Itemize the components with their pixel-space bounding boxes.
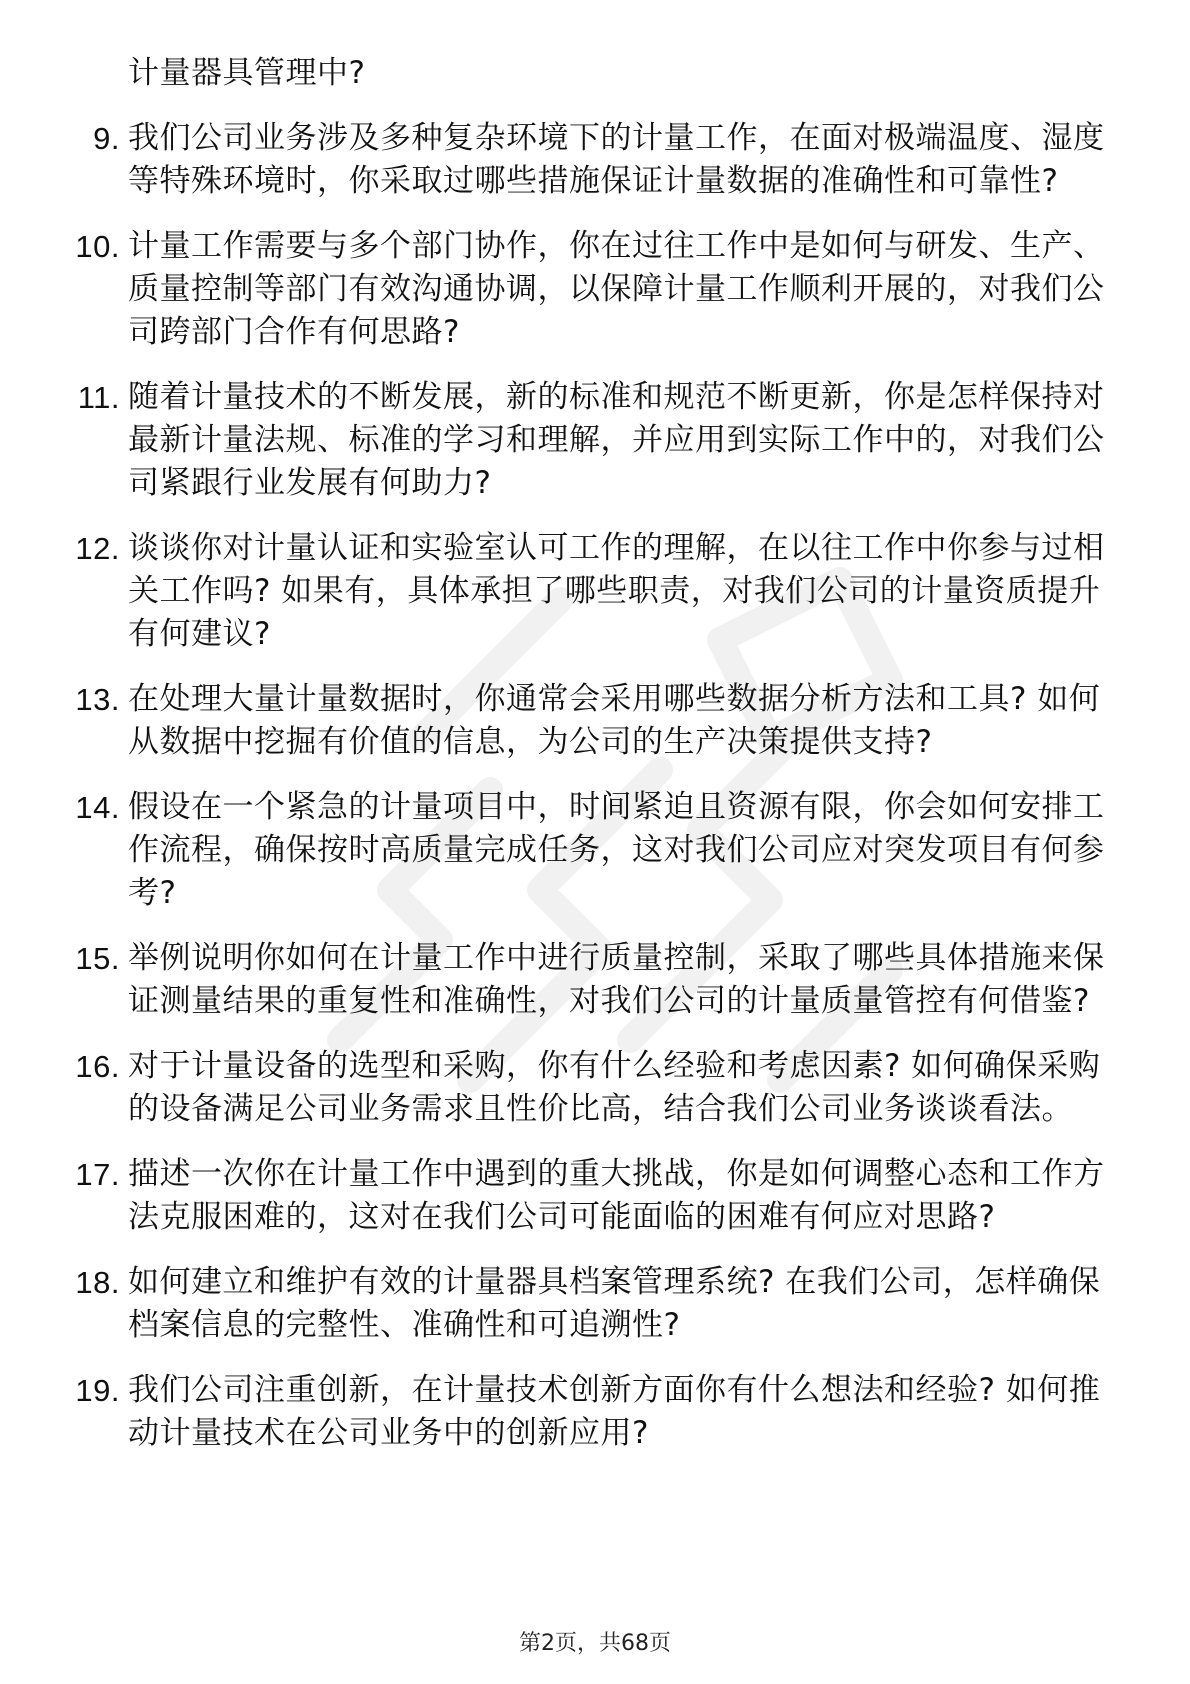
question-number: 9. [93, 121, 120, 156]
question-number: 10. [75, 229, 120, 264]
question-text: 随着计量技术的不断发展，新的标准和规范不断更新，你是怎样保持对最新计量法规、标准的学习和理解，并应用到实际工作中的，对我们公司紧跟行业发展有何助力? [128, 379, 1105, 501]
question-item-10 [60, 225, 1120, 354]
question-item-11 [60, 376, 1120, 505]
question-text: 谈谈你对计量认证和实验室认可工作的理解，在以往工作中你参与过相关工作吗? 如果有，具体承担了哪些职责，对我们公司的计量资质提升有何建议? [128, 530, 1105, 652]
question-number: 13. [75, 682, 120, 717]
question-item-12 [60, 527, 1120, 656]
question-item-17 [60, 1153, 1120, 1239]
question-number: 15. [75, 941, 120, 976]
question-text: 在处理大量计量数据时，你通常会采用哪些数据分析方法和工具? 如何从数据中挖掘有价值的信息，为公司的生产决策提供支持? [128, 681, 1101, 760]
question-text: 描述一次你在计量工作中遇到的重大挑战，你是如何调整心态和工作方法克服困难的，这对在我们公司可能面临的困难有何应对思路? [128, 1156, 1105, 1235]
question-text: 举例说明你如何在计量工作中进行质量控制，采取了哪些具体措施来保证测量结果的重复性和准确性，对我们公司的计量质量管控有何借鉴? [128, 940, 1105, 1019]
question-text: 假设在一个紧急的计量项目中，时间紧迫且资源有限，你会如何安排工作流程，确保按时高质量完成任务，这对我们公司应对突发项目有何参考? [128, 789, 1105, 911]
continuation-text: 计量器具管理中? [128, 55, 366, 91]
question-number: 18. [75, 1265, 120, 1300]
question-text: 我们公司注重创新，在计量技术创新方面你有什么想法和经验? 如何推动计量技术在公司业务中的创新应用? [128, 1372, 1101, 1451]
question-number: 14. [75, 790, 120, 825]
question-list [60, 52, 1120, 1477]
question-number: 12. [75, 531, 120, 566]
question-item-18 [60, 1261, 1120, 1347]
question-number: 11. [77, 380, 120, 415]
question-number: 17. [75, 1157, 120, 1192]
question-item-15 [60, 937, 1120, 1023]
question-item-14 [60, 786, 1120, 915]
question-text: 计量工作需要与多个部门协作，你在过往工作中是如何与研发、生产、质量控制等部门有效沟通协调，以保障计量工作顺利开展的，对我们公司跨部门合作有何思路? [128, 228, 1105, 350]
question-number: 19. [75, 1373, 120, 1408]
question-text: 如何建立和维护有效的计量器具档案管理系统? 在我们公司，怎样确保档案信息的完整性、准确性和可追溯性? [128, 1264, 1101, 1343]
question-item-19 [60, 1369, 1120, 1455]
page-footer: 第2页，共68页 [519, 1631, 671, 1656]
question-text: 对于计量设备的选型和采购，你有什么经验和考虑因素? 如何确保采购的设备满足公司业务需求且性价比高，结合我们公司业务谈谈看法。 [128, 1048, 1101, 1127]
question-text: 我们公司业务涉及多种复杂环境下的计量工作，在面对极端温度、湿度等特殊环境时，你采取过哪些措施保证计量数据的准确性和可靠性? [128, 120, 1105, 199]
question-item-9 [60, 117, 1120, 203]
question-item-13 [60, 678, 1120, 764]
question-item-16 [60, 1045, 1120, 1131]
question-number: 16. [75, 1049, 120, 1084]
